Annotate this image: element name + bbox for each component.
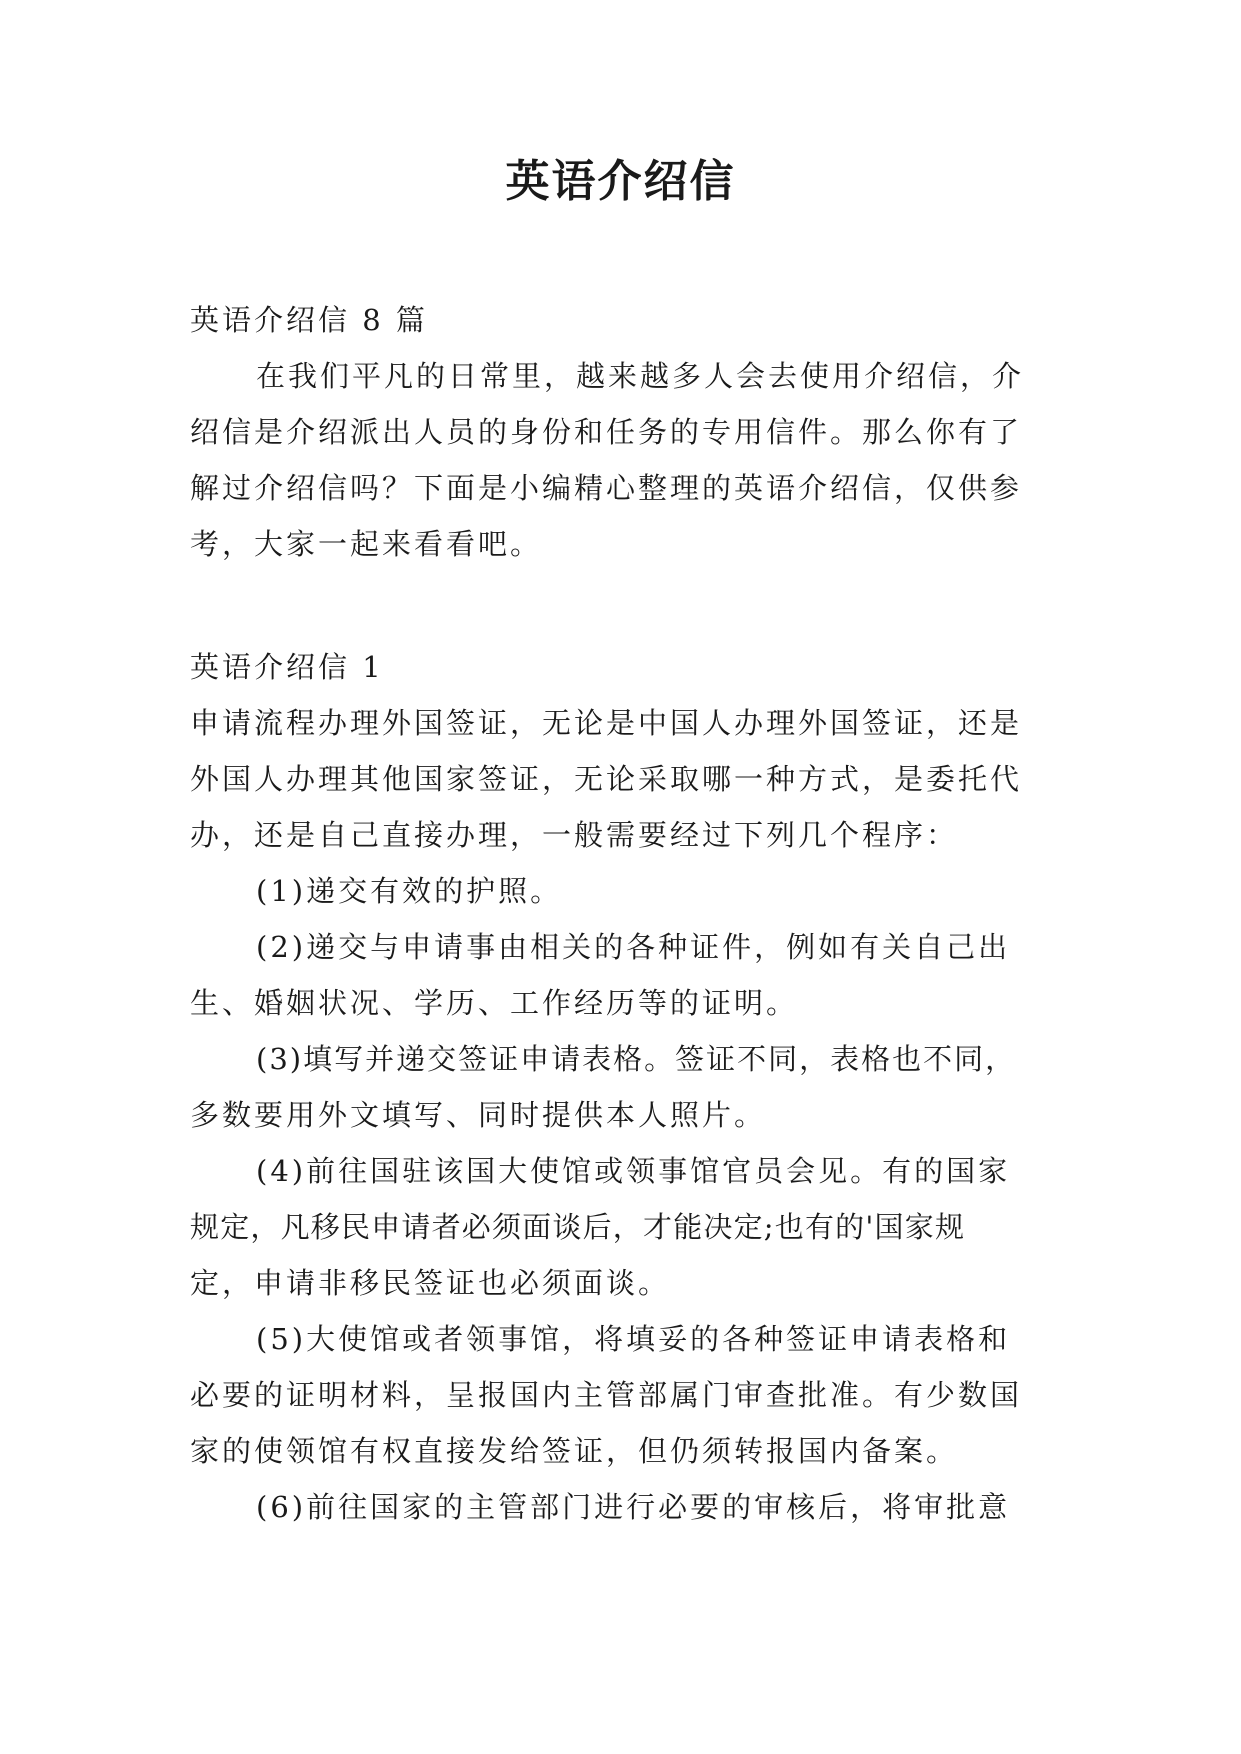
- step-line: 多数要用外文填写、同时提供本人照片。: [190, 1098, 767, 1132]
- section1-lead-paragraph: [190, 695, 1060, 863]
- intro-paragraph: [190, 348, 1060, 572]
- step-6: [190, 1479, 1060, 1535]
- step-line: (6)前往国家的主管部门进行必要的审核后，将审批意: [256, 1490, 1011, 1524]
- step-line: (1)递交有效的护照。: [256, 874, 563, 908]
- document-title: 英语介绍信: [505, 156, 736, 207]
- lead-line: 外国人办理其他国家签证，无论采取哪一种方式，是委托代: [190, 762, 1023, 796]
- lead-line: 办，还是自己直接办理，一般需要经过下列几个程序：: [190, 818, 959, 852]
- section-heading: 英语介绍信 1: [190, 650, 384, 684]
- step-3: [190, 1031, 1060, 1143]
- step-line: (4)前往国驻该国大使馆或领事馆官员会见。有的国家: [256, 1154, 1011, 1188]
- step-1: [190, 863, 1060, 919]
- step-line: 规定，凡移民申请者必须面谈后，才能决定;也有的'国家规: [190, 1210, 966, 1244]
- step-line: (5)大使馆或者领事馆，将填妥的各种签证申请表格和: [256, 1322, 1011, 1356]
- lead-line: 申请流程办理外国签证，无论是中国人办理外国签证，还是: [190, 706, 1023, 740]
- intro-line: 在我们平凡的日常里，越来越多人会去使用介绍信，介: [256, 359, 1025, 393]
- step-line: (3)填写并递交签证申请表格。签证不同，表格也不同，: [256, 1042, 1017, 1076]
- document-body: [190, 292, 1060, 1535]
- step-line: 家的使领馆有权直接发给签证，但仍须转报国内备案。: [190, 1434, 959, 1468]
- intro-line: 考，大家一起来看看吧。: [190, 527, 543, 561]
- step-line: (2)递交与申请事由相关的各种证件，例如有关自己出: [256, 930, 1011, 964]
- step-4: [190, 1143, 1060, 1311]
- step-line: 必要的证明材料，呈报国内主管部属门审查批准。有少数国: [190, 1378, 1023, 1412]
- intro-line: 解过介绍信吗？下面是小编精心整理的英语介绍信，仅供参: [190, 471, 1023, 505]
- step-2: [190, 919, 1060, 1031]
- step-line: 生、婚姻状况、学历、工作经历等的证明。: [190, 986, 799, 1020]
- step-line: 定，申请非移民签证也必须面谈。: [190, 1266, 671, 1300]
- step-5: [190, 1311, 1060, 1479]
- paragraph-gap: [190, 572, 1060, 639]
- intro-line: 绍信是介绍派出人员的身份和任务的专用信件。那么你有了: [190, 415, 1023, 449]
- document-subtitle: 英语介绍信 8 篇: [190, 303, 428, 337]
